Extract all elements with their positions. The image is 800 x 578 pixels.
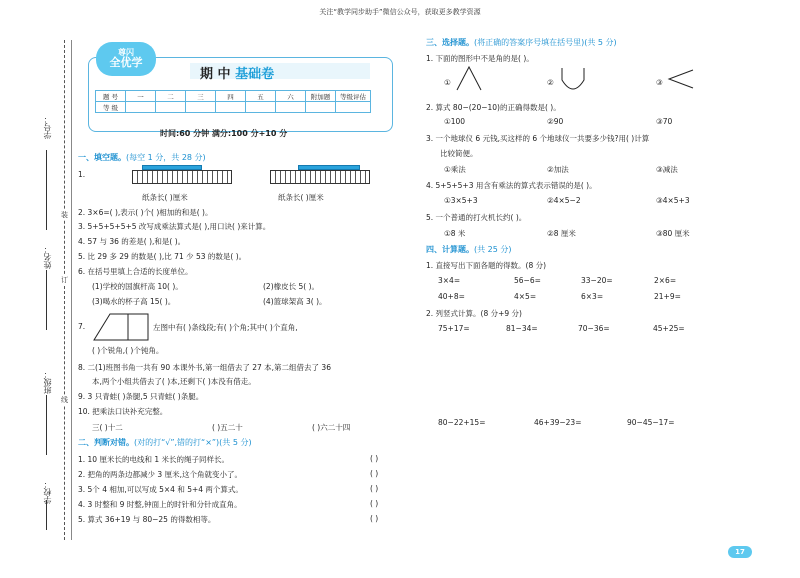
top-note: 关注“教学同步助手”微信公众号，获取更多教学资源 <box>319 8 481 16</box>
score-cell: 六 <box>276 91 306 102</box>
score-input[interactable] <box>156 102 186 113</box>
score-input[interactable] <box>246 102 276 113</box>
score-input[interactable] <box>126 102 156 113</box>
judge-answer-2[interactable]: ( ) <box>370 469 379 478</box>
question-6d: (4)篮球架高 3( )。 <box>263 297 327 306</box>
section-fill-blank: 一、填空题。(每空 1 分，共 28 分) <box>78 153 206 162</box>
mark-xian: 线 <box>61 396 68 404</box>
question-7-number: 7. <box>78 322 86 331</box>
page-title <box>200 63 274 82</box>
calc-part-2: 2. 列竖式计算。(8 分+9 分) <box>426 309 522 318</box>
question-10: 10. 把乘法口诀补充完整。 <box>78 407 168 416</box>
score-cell: 一 <box>126 91 156 102</box>
choice-3-line2: 比较简便。 <box>440 149 478 158</box>
q1-answer-a: 纸条长( )厘米 <box>142 193 188 202</box>
q10-item-b: ( )五二十 <box>212 423 243 432</box>
calc-item: 4×5= <box>514 292 537 301</box>
student-id-label: 学号： <box>43 115 52 139</box>
question-3: 3. 5+5+5+5+5 改写成乘法算式是( ),用口诀( )来计算。 <box>78 222 271 231</box>
judge-answer-1[interactable]: ( ) <box>370 454 379 463</box>
judge-5: 5. 算式 36+19 与 80−25 的得数相等。 <box>78 515 216 524</box>
vertical-calc-item: 45+25= <box>653 324 685 333</box>
judge-2: 2. 把角的两条边都减少 3 厘米,这个角就变小了。 <box>78 470 242 479</box>
score-cell: 五 <box>246 91 276 102</box>
calc-item: 33−20= <box>581 276 613 285</box>
score-input[interactable] <box>186 102 216 113</box>
calc-item: 56−6= <box>514 276 541 285</box>
calc-item: 6×3= <box>581 292 604 301</box>
mark-zhuang: 装 <box>61 211 68 219</box>
question-4: 4. 57 与 36 的差是( ),和是( )。 <box>78 237 186 246</box>
q1-answer-b: 纸条长( )厘米 <box>278 193 324 202</box>
cut-line <box>64 40 65 540</box>
choice-2: 2. 算式 80−(20−10)的正确得数是( )。 <box>426 103 561 112</box>
choice-5-opt-1: ①8 米 <box>444 229 466 238</box>
score-cell: 二 <box>156 91 186 102</box>
score-input[interactable] <box>216 102 246 113</box>
choice-5-opt-2: ②8 厘米 <box>547 229 576 238</box>
ruler-1 <box>132 170 232 184</box>
score-input[interactable] <box>276 102 306 113</box>
choice-5: 5. 一个普通的打火机长约( )。 <box>426 213 527 222</box>
class-blank[interactable] <box>46 395 47 455</box>
binding-margin <box>18 40 70 540</box>
mark-ding: 订 <box>61 276 68 284</box>
calc-part-1: 1. 直接写出下面各题的得数。(8 分) <box>426 261 547 270</box>
choice-1-opt-3: ③ <box>656 78 663 87</box>
section-choice: 三、选择题。(将正确的答案序号填在括号里)(共 5 分) <box>426 38 617 47</box>
choice-4-opt-1: ①3×5+3 <box>444 196 478 205</box>
q10-item-c: ( )六二十四 <box>312 423 351 432</box>
section-calculation: 四、计算题。(共 25 分) <box>426 245 512 254</box>
class-label: 班级： <box>43 370 52 394</box>
school-label: 学校： <box>43 480 52 504</box>
q1-number: 1. <box>78 170 86 179</box>
judge-3: 3. 5个 4 相加,可以写成 5×4 和 5+4 两个算式。 <box>78 485 243 494</box>
score-cell: 等 级 <box>96 102 126 113</box>
choice-3-opt-2: ②加法 <box>547 165 569 174</box>
paper-strip-1 <box>142 165 202 170</box>
vertical-calc-item: 80−22+15= <box>438 418 486 427</box>
vertical-calc-item: 81−34= <box>506 324 538 333</box>
question-7-line1: 左图中有( )条线段;有( )个角;其中( )个直角, <box>153 323 298 332</box>
vertical-calc-item: 90−45−17= <box>627 418 675 427</box>
badge-main: 全优学 <box>109 56 143 69</box>
choice-1-opt-1: ① <box>444 78 451 87</box>
choice-4-opt-3: ③4×5+3 <box>656 196 690 205</box>
score-input[interactable] <box>336 102 371 113</box>
name-blank[interactable] <box>46 270 47 330</box>
question-9: 9. 3 只青蛙( )条腿,5 只青蛙( )条腿。 <box>78 392 204 401</box>
judge-answer-4[interactable]: ( ) <box>370 499 379 508</box>
ruler-2 <box>270 170 370 184</box>
page-number: 17 <box>728 546 752 558</box>
question-7-line2: ( )个锐角,( )个钝角。 <box>92 346 164 355</box>
vertical-calc-item: 75+17= <box>438 324 470 333</box>
question-8-line1: 8. 二(1)班图书角一共有 90 本课外书,第一组借去了 27 本,第二组借去了 36 <box>78 363 331 372</box>
score-cell: 等级评估 <box>336 91 371 102</box>
choice-2-opt-1: ①100 <box>444 117 466 126</box>
choice-2-opt-2: ②90 <box>547 117 564 126</box>
open-angle-figure <box>454 64 484 92</box>
judge-answer-3[interactable]: ( ) <box>370 484 379 493</box>
judge-answer-5[interactable]: ( ) <box>370 514 379 523</box>
calc-item: 2×6= <box>654 276 677 285</box>
choice-1-opt-2: ② <box>547 78 554 87</box>
paper-strip-2 <box>298 165 360 170</box>
vertical-calc-item: 46+39−23= <box>534 418 582 427</box>
question-6a: (1)学校的国旗杆高 10( )。 <box>92 282 183 291</box>
choice-5-opt-3: ③80 厘米 <box>656 229 690 238</box>
score-cell: 四 <box>216 91 246 102</box>
angle-figure <box>666 68 696 90</box>
choice-3-line1: 3. 一个地球仪 6 元钱,买这样的 6 个地球仪一共要多少钱?用( )计算 <box>426 134 650 143</box>
title-main: 期 中 <box>200 67 231 82</box>
trapezoid-figure <box>92 312 152 342</box>
margin-line <box>71 40 72 540</box>
brand-badge <box>96 42 156 76</box>
vertical-calc-item: 70−36= <box>578 324 610 333</box>
score-table <box>95 90 371 113</box>
school-blank[interactable] <box>46 500 47 530</box>
score-cell: 题 号 <box>96 91 126 102</box>
question-6b: (2)橡皮长 5( )。 <box>263 282 320 291</box>
score-cell: 附加题 <box>306 91 336 102</box>
title-highlight: 基础卷 <box>235 67 275 82</box>
section-judge: 二、判断对错。(对的打“√”,错的打“×”)(共 5 分) <box>78 438 252 447</box>
student-id-blank[interactable] <box>46 150 47 230</box>
question-8-line2: 本,两个小组共借去了( )本,还剩下( )本没有借走。 <box>92 377 256 386</box>
calc-item: 40+8= <box>438 292 465 301</box>
score-row-header <box>96 91 371 102</box>
calc-item: 21+9= <box>654 292 681 301</box>
judge-1: 1. 10 厘米长的电线和 1 米长的绳子同样长。 <box>78 455 230 464</box>
calc-item: 3×4= <box>438 276 461 285</box>
choice-4-opt-2: ②4×5−2 <box>547 196 581 205</box>
question-6c: (3)喝水的杯子高 15( )。 <box>92 297 176 306</box>
choice-1: 1. 下面的图形中不是角的是( )。 <box>426 54 534 63</box>
choice-4: 4. 5+5+5+3 用含有乘法的算式表示错误的是( )。 <box>426 181 597 190</box>
choice-3-opt-3: ③减法 <box>656 165 678 174</box>
question-6: 6. 在括号里填上合适的长度单位。 <box>78 267 193 276</box>
choice-3-opt-1: ①乘法 <box>444 165 466 174</box>
name-label: 姓名： <box>43 245 52 269</box>
q10-item-a: 三( )十二 <box>92 423 123 432</box>
judge-4: 4. 3 时整和 9 时整,钟面上的时针和分针成直角。 <box>78 500 242 509</box>
score-cell: 三 <box>186 91 216 102</box>
score-input[interactable] <box>306 102 336 113</box>
time-score-line: 时间:60 分钟 满分:100 分+10 分 <box>160 129 288 138</box>
choice-2-opt-3: ③70 <box>656 117 673 126</box>
badge-top: 尊闪 <box>118 48 134 57</box>
curve-figure <box>558 64 588 92</box>
question-2: 2. 3×6=( ),表示( )个( )相加的和是( )。 <box>78 208 213 217</box>
score-row-grade <box>96 102 371 113</box>
question-5: 5. 比 29 多 29 的数是( ),比 71 少 53 的数是( )。 <box>78 252 247 261</box>
